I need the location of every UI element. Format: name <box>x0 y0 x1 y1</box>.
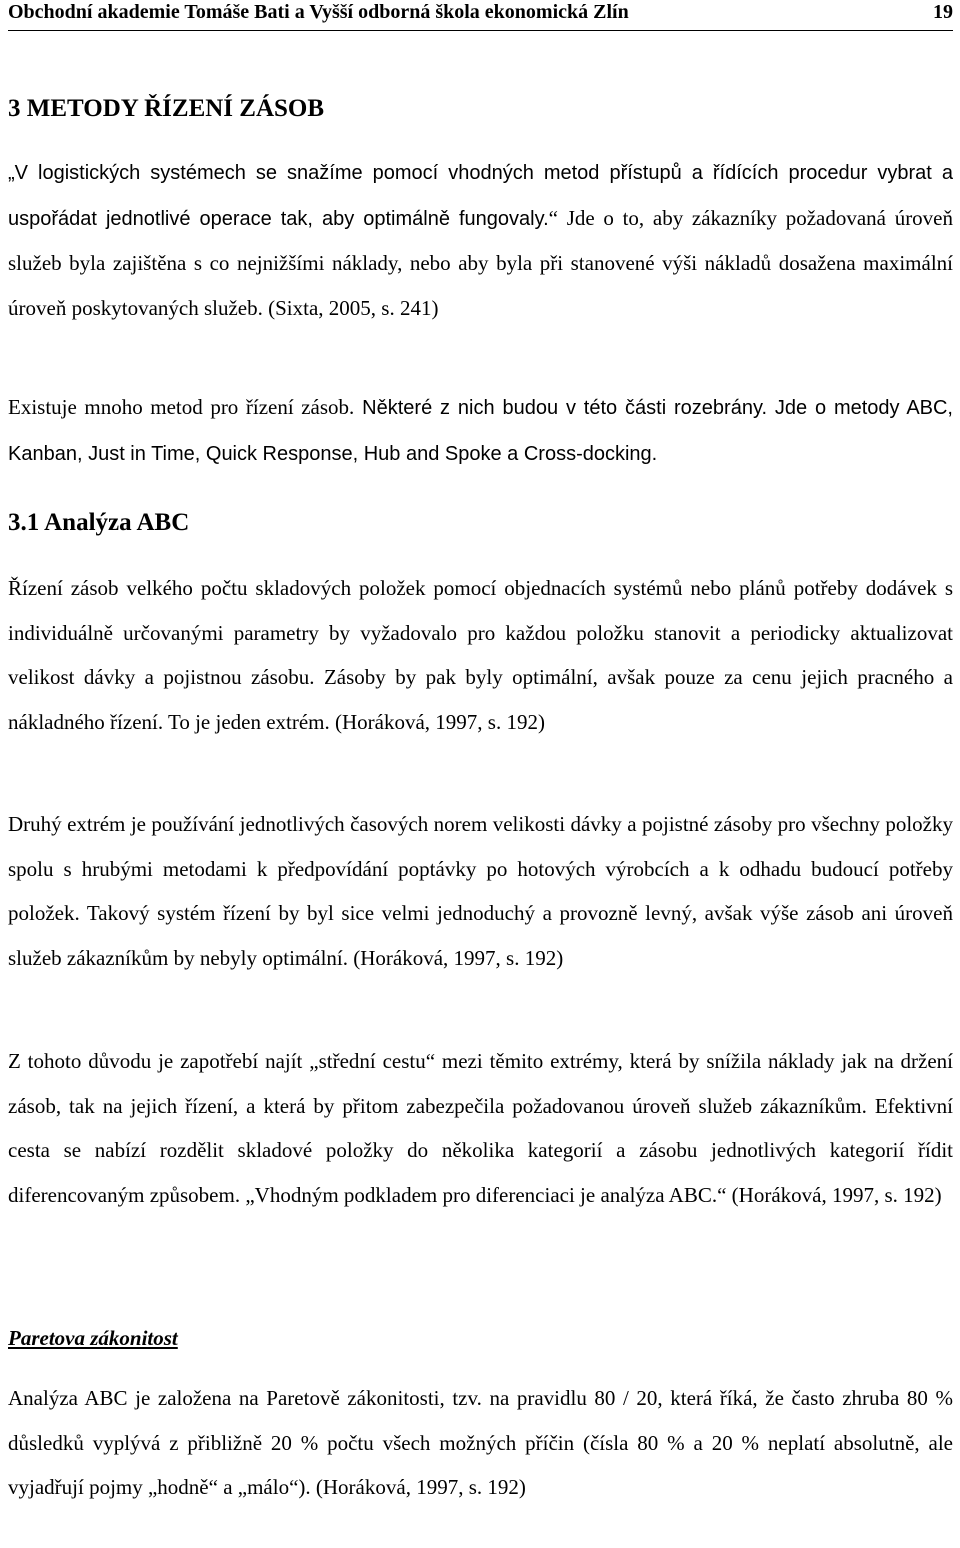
methods-rest: Některé z nich budou v této části rozebrány. Jde o metody ABC, Kanban, Just in Time, Quick Response, Hub and Spoke a Cross-docking. <box>8 397 953 465</box>
chapter-title: 3 METODY ŘÍZENÍ ZÁSOB <box>8 95 325 122</box>
pareto-heading: Paretova zákonitost <box>8 1326 178 1350</box>
intro-paragraph <box>8 150 953 330</box>
abc-paragraph-1: Řízení zásob velkého počtu skladových položek pomocí objednacích systémů nebo plánů potřeby dodávek s individuálně určovanými parametry by vyžadovalo pro každou položku stanovit a periodicky aktualizovat velikost dávky a pojistnou zásobu. Zásoby by pak byly optimální, avšak pouze za cenu jejich pracného a nákladného řízení. To je jeden extrém. (Horáková, 1997, s. 192) <box>8 576 953 734</box>
document-page <box>8 0 954 1500</box>
section-title: 3.1 Analýza ABC <box>8 509 190 536</box>
header-page-number: 19 <box>933 1 953 23</box>
pareto-paragraph: Analýza ABC je založena na Paretově zákonitosti, tzv. na pravidlu 80 / 20, která říká, že často zhruba 80 % důsledků vyplývá z přibližně 20 % počtu všech možných příčin (čísla 80 % a 20 % neplatí absolutně, ale vyjadřují pojmy „hodně“ a „málo“). (Horáková, 1997, s. 192) <box>8 1386 953 1500</box>
methods-paragraph <box>8 385 953 476</box>
abc-paragraph-3: Z tohoto důvodu je zapotřebí najít „střední cestu“ mezi těmito extrémy, která by snížila náklady jak na držení zásob, tak na jejich řízení, a která by přitom zabezpečila požadovanou úroveň služeb zákazníkům. Efektivní cesta se nabízí rozdělit skladové položky do několika kategorií a zásobu jednotlivých kategorií řídit diferencovaným způsobem. „Vhodným podkladem pro diferenciaci je analýza ABC.“ (Horáková, 1997, s. 192) <box>8 1049 953 1207</box>
header-institution: Obchodní akademie Tomáše Bati a Vyšší odborná škola ekonomická Zlín <box>8 1 629 23</box>
methods-lead: Existuje mnoho metod pro řízení zásob. <box>8 395 355 419</box>
intro-rest: “ Jde o to, aby zákazníky požadovaná úroveň služeb byla zajištěna s co nejnižšími náklady, nebo aby byla při stanovené výši nákladů dosažena maximální úroveň poskytovaných služeb. (Sixta, 2005, s. 241) <box>8 205 954 320</box>
page-header <box>8 0 953 31</box>
abc-paragraph-2: Druhý extrém je používání jednotlivých časových norem velikosti dávky a pojistné zásoby pro všechny položky spolu s hrubými metodami k předpovídání poptávky po hotových výrobcích a k odhadu budoucí potřeby položek. Takový systém řízení by byl sice velmi jednoduchý a provozně levný, avšak výše zásob ani úroveň služeb zákazníkům by nebyly optimální. (Horáková, 1997, s. 192) <box>8 812 953 970</box>
intro-quote: „V logistických systémech se snažíme pomocí vhodných metod přístupů a řídících procedur vybrat a uspořádat jednotlivé operace tak, aby optimálně fungovaly. <box>8 162 953 230</box>
